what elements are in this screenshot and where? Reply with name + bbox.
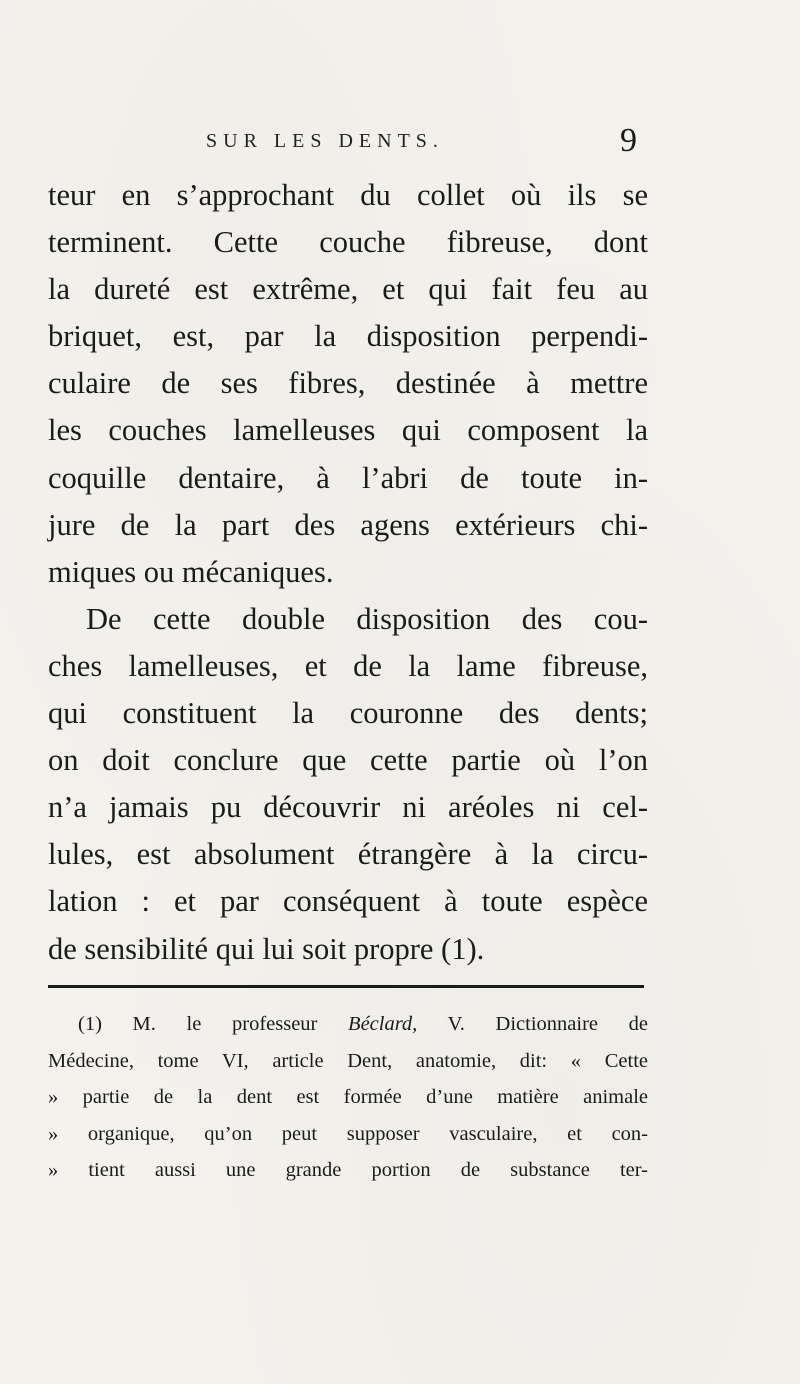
body-text [48,172,648,973]
footnote-line-prefix: (1) M. le professeur [78,1013,318,1035]
page-header [0,122,800,166]
text-line: de sensibilité qui lui soit propre (1). [48,931,485,966]
text-line: jure de la part des agens extérieurs chi- [48,507,648,542]
text-line: n’a jamais pu découvrir ni aréoles ni cel- [48,790,648,825]
text-line: lation : et par conséquent à toute espèce [48,884,648,919]
footnote-line [48,1006,648,1043]
paragraph-start-line: De cette double disposition des cou- [86,601,648,636]
footnote-separator-rule [48,985,644,988]
footnote-line: » tient aussi une grande portion de substance ter- [48,1159,648,1181]
text-line: on doit conclure que cette partie où l’on [48,743,648,778]
footnote-line-suffix: V. Dictionnaire de [447,1013,648,1035]
running-title: SUR LES DENTS. [206,130,444,152]
text-line: culaire de ses fibres, destinée à mettre [48,366,648,401]
footnote-line: » organique, qu’on peut supposer vasculaire, et con- [48,1122,648,1145]
footnote [48,1006,648,1189]
text-line: les couches lamelleuses qui composent la [48,413,648,448]
text-line: ches lamelleuses, et de la lame fibreuse, [48,648,648,683]
text-line: briquet, est, par la disposition perpendi- [48,319,648,354]
text-line: miques ou mécaniques. [48,554,334,589]
page-number: 9 [620,122,637,159]
footnote-line: Médecine, tome VI, article Dent, anatomie, dit: « Cette [48,1049,648,1072]
text-line: lules, est absolument étrangère à la circu- [48,837,648,872]
footnote-line: » partie de la dent est formée d’une matière animale [48,1086,648,1108]
footnote-author-name: Béclard, [348,1013,418,1035]
text-line: coquille dentaire, à l’abri de toute in- [48,460,648,495]
text-line: terminent. Cette couche fibreuse, dont [48,225,648,260]
text-line: teur en s’approchant du collet où ils se [48,178,648,212]
text-line: qui constituent la couronne des dents; [48,696,648,731]
text-line: la dureté est extrême, et qui fait feu au [48,272,648,307]
